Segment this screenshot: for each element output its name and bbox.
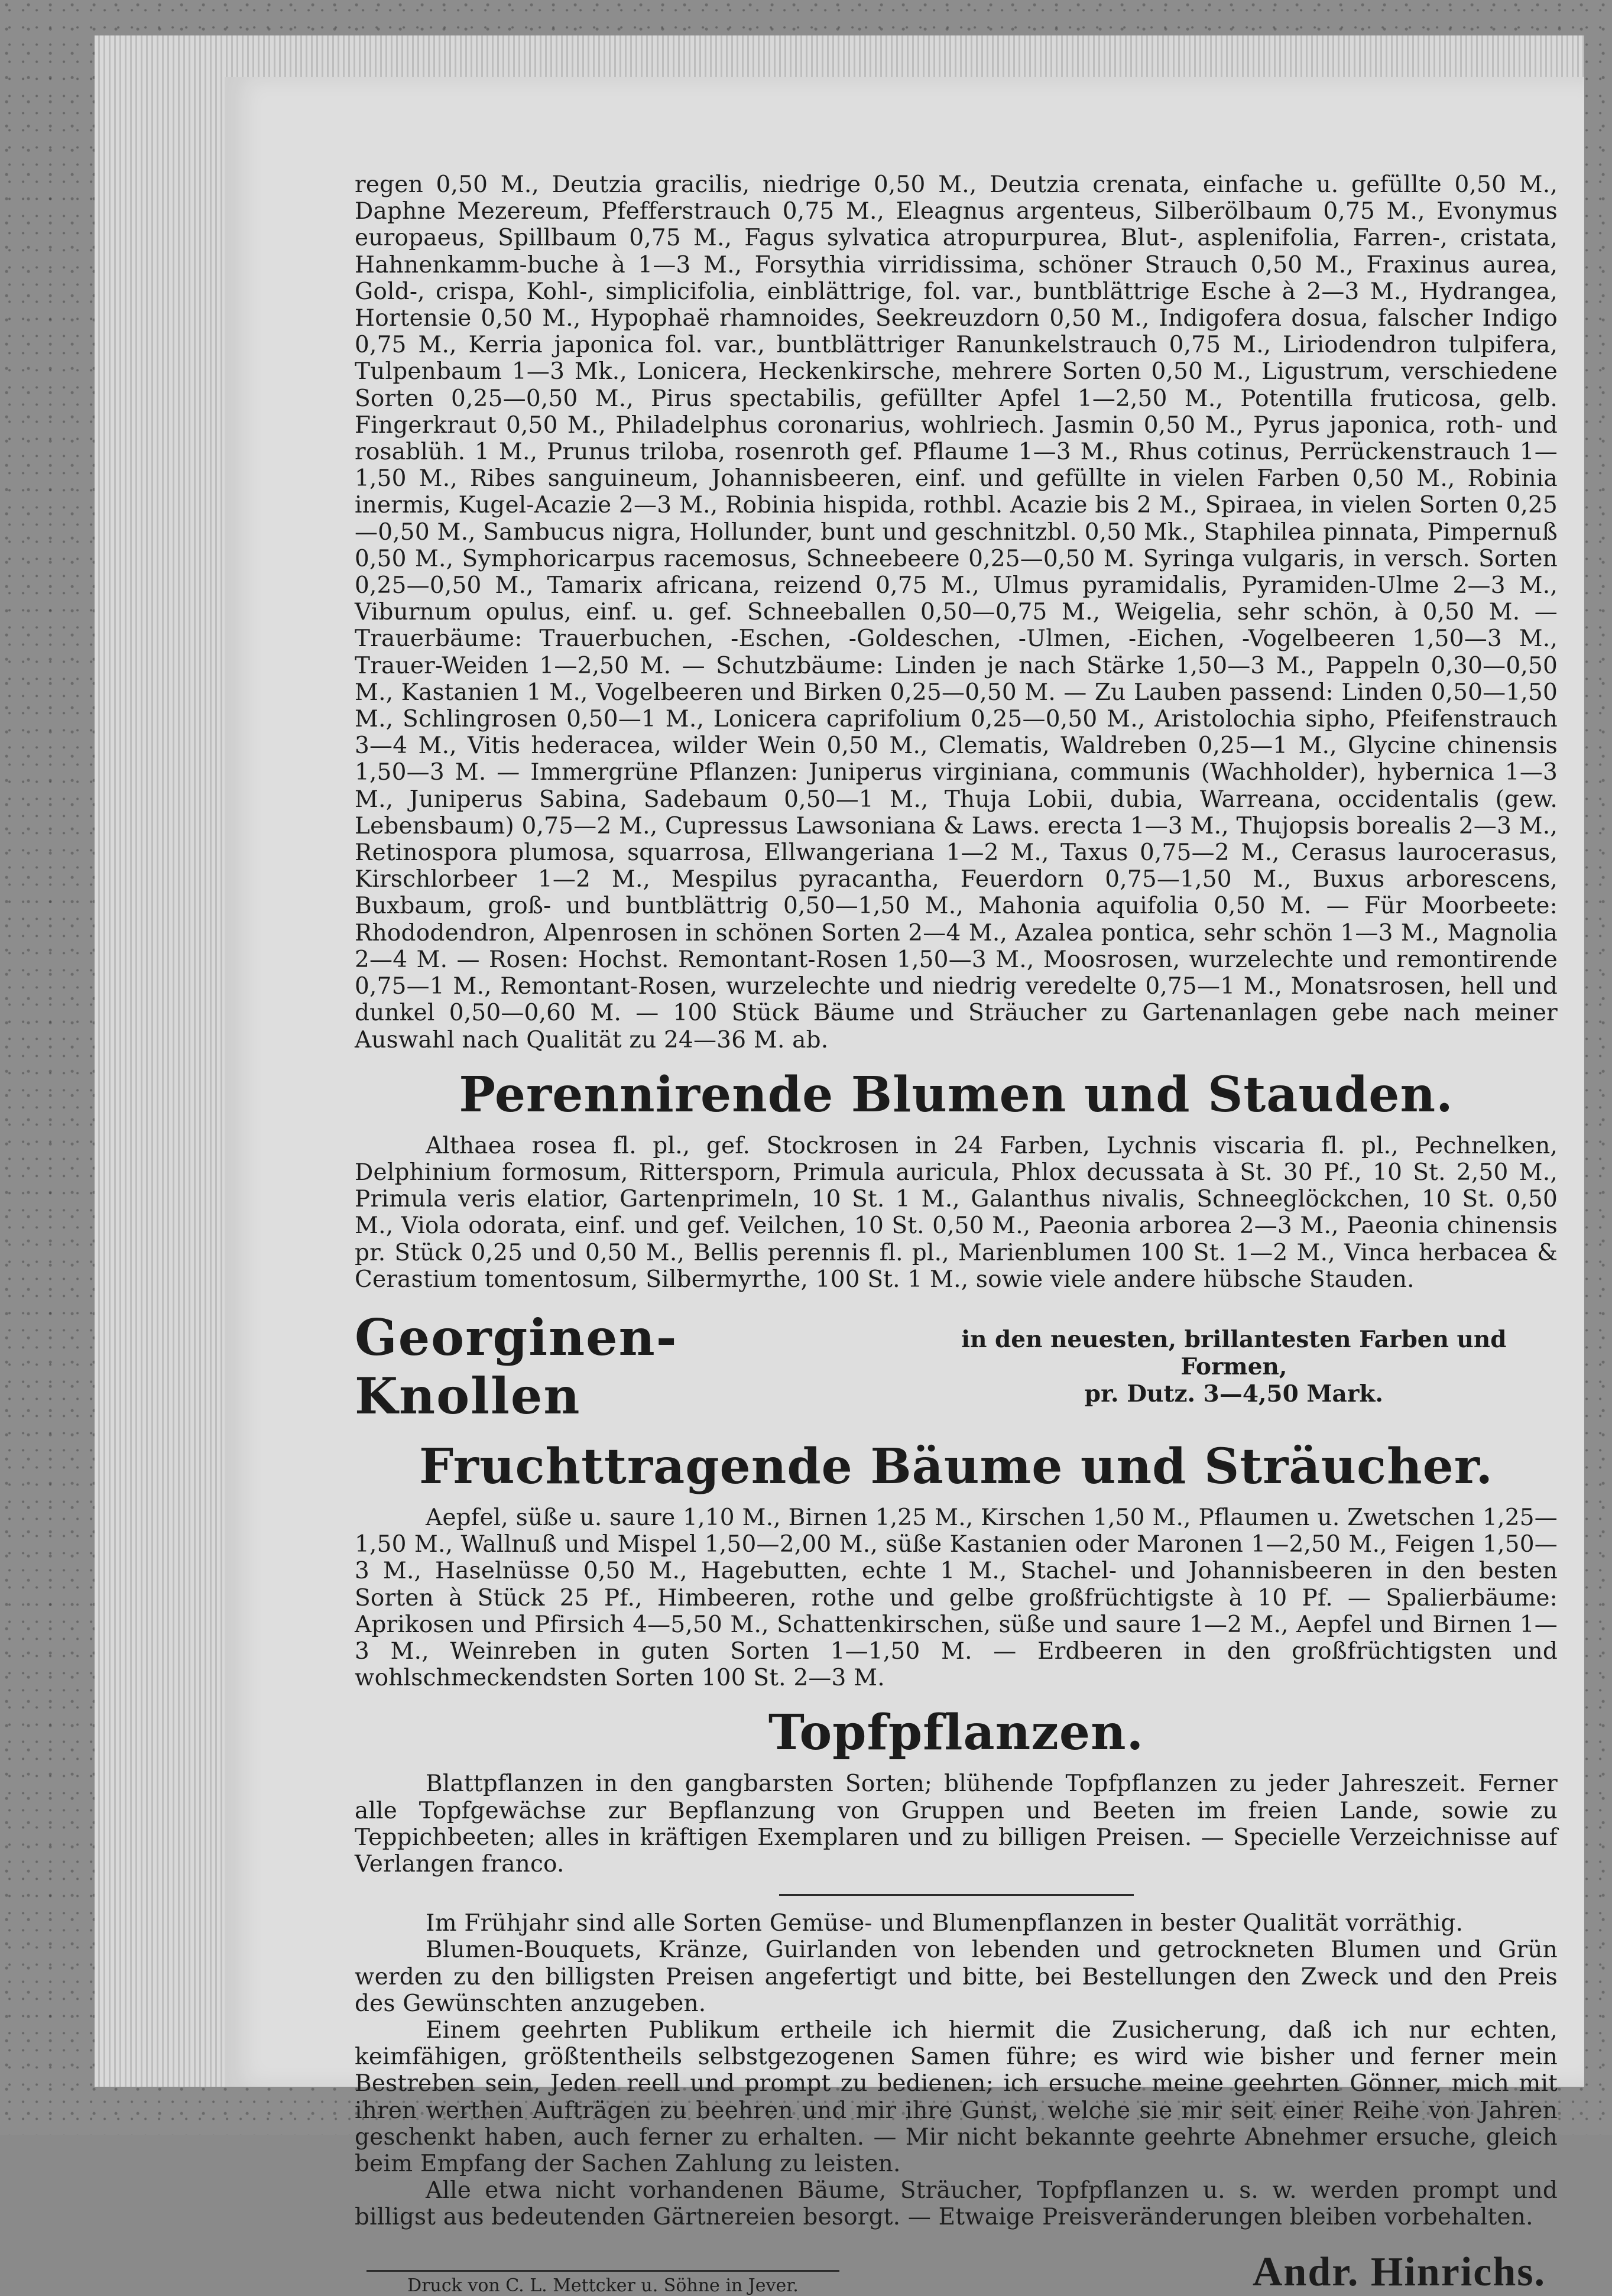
- fruit-trees-paragraph: Aepfel, süße u. saure 1,10 M., Birnen 1,25 M., Kirschen 1,50 M., Pflaumen u. Zwetschen 1,25—1,50 M., Wallnuß und Mispel 1,50—2,00 M., süße Kastanien oder Maronen 1—2,50 M., Feigen 1,50—3 M., Haselnüsse 0,50 M., Hagebutten, echte 1 M., Stachel- und Johannisbeeren in den besten Sorten à Stück 25 Pf., Himbeeren, rothe und gelbe großfrüchtigste à 10 Pf. — Spalierbäume: Aprikosen und Pfirsich 4—5,50 M., Schattenkirschen, süße und saure 1—2 M., Aepfel und Birnen 1—3 M., Weinreben in guten Sorten 1—1,50 M. — Erdbeeren in den großfrüchtigsten und wohlschmeckendsten Sorten 100 St. 2—3 M.: [355, 1504, 1558, 1692]
- georginen-subtitle-line2: pr. Dutz. 3—4,50 Mark.: [1084, 1380, 1383, 1408]
- georginen-subtitle: [910, 1326, 1558, 1408]
- georginen-title: Georginen-Knollen: [355, 1308, 678, 1425]
- printer-imprint: Druck von C. L. Mettcker u. Söhne in Jever.: [366, 2270, 839, 2296]
- trees-shrubs-paragraph: regen 0,50 M., Deutzia gracilis, niedrige 0,50 M., Deutzia crenata, einfache u. gefüllte 0,50 M., Daphne Mezereum, Pfefferstrauch 0,75 M., Eleagnus argenteus, Silberölbaum 0,75 M., Evonymus europaeus, Spillbaum 0,75 M., Fagus sylvatica atropurpurea, Blut-, asplenifolia, Farren-, cristata, Hahnenkamm-buche à 1—3 M., Forsythia virridissima, schöner Strauch 0,50 M., Fraxinus aurea, Gold-, crispa, Kohl-, simplicifolia, einblättrige, fol. var., buntblättrige Esche à 2—3 M., Hydrangea, Hortensie 0,50 M., Hypophaë rhamnoides, Seekreuzdorn 0,50 M., Indigofera dosua, falscher Indigo 0,75 M., Kerria japonica fol. var., buntblättriger Ranunkelstrauch 0,75 M., Liriodendron tulpifera, Tulpenbaum 1—3 Mk., Lonicera, Heckenkirsche, mehrere Sorten 0,50 M., Ligustrum, verschiedene Sorten 0,25—0,50 M., Pirus spectabilis, gefüllter Apfel 1—2,50 M., Potentilla fruticosa, gelb. Fingerkraut 0,50 M., Philadelphus coronarius, wohlriech. Jasmin 0,50 M., Pyrus japonica, roth- und rosablüh. 1 M., Prunus triloba, rosenroth gef. Pflaume 1—3 M., Rhus cotinus, Perrückenstrauch 1—1,50 M., Ribes sanguineum, Johannisbeeren, einf. und gefüllte in vielen Farben 0,50 M., Robinia inermis, Kugel-Acazie 2—3 M., Robinia hispida, rothbl. Acazie bis 2 M., Spiraea, in vielen Sorten 0,25—0,50 M., Sambucus nigra, Hollunder, bunt und geschnitzbl. 0,50 Mk., Staphilea pinnata, Pimpernuß 0,50 M., Symphoricarpus racemosus, Schneebeere 0,25—0,50 M. Syringa vulgaris, in versch. Sorten 0,25—0,50 M., Tamarix africana, reizend 0,75 M., Ulmus pyramidalis, Pyramiden-Ulme 2—3 M., Viburnum opulus, einf. u. gef. Schneeballen 0,50—0,75 M., Weigelia, sehr schön, à 0,50 M. — Trauerbäume: Trauerbuchen, -Eschen, -Goldeschen, -Ulmen, -Eichen, -Vogelbeeren 1,50—3 M., Trauer-Weiden 1—2,50 M. — Schutzbäume: Linden je nach Stärke 1,50—3 M., Pappeln 0,30—0,50 M., Kastanien 1 M., Vogelbeeren und Birken 0,25—0,50 M. — Zu Lauben passend: Linden 0,50—1,50 M., Schlingrosen 0,50—1 M., Lonicera caprifolium 0,25—0,50 M., Aristolochia sipho, Pfeifenstrauch 3—4 M., Vitis hederacea, wilder Wein 0,50 M., Clematis, Waldreben 0,25—1 M., Glycine chinensis 1,50—3 M. — Immergrüne Pflanzen: Juniperus virginiana, communis (Wachholder), hybernica 1—3 M., Juniperus Sabina, Sadebaum 0,50—1 M., Thuja Lobii, dubia, Warreana, occidentalis (gew. Lebensbaum) 0,75—2 M., Cupressus Lawsoniana & Laws. erecta 1—3 M., Thujopsis borealis 2—3 M., Retinospora plumosa, squarrosa, Ellwangeriana 1—2 M., Taxus 0,75—2 M., Cerasus laurocerasus, Kirschlorbeer 1—2 M., Mespilus pyracantha, Feuerdorn 0,75—1,50 M., Buxus arborescens, Buxbaum, groß- und buntblättrig 0,50—1,50 M., Mahonia aquifolia 0,50 M. — Für Moorbeete: Rhododendron, Alpenrosen in schönen Sorten 2—4 M., Azalea pontica, sehr schön 1—3 M., Magnolia 2—4 M. — Rosen: Hochst. Remontant-Rosen 1,50—3 M., Moosrosen, wurzelechte und remontirende 0,75—1 M., Remontant-Rosen, wurzelechte und niedrig veredelte 0,75—1 M., Monatsrosen, hell und dunkel 0,50—0,60 M. — 100 Stück Bäume und Sträucher zu Gartenanlagen gebe nach meiner Auswahl nach Qualität zu 24—36 M. ab.: [355, 171, 1558, 1053]
- georginen-banner: [355, 1308, 1558, 1425]
- spring-notice: Im Frühjahr sind alle Sorten Gemüse- und Blumenpflanzen in bester Qualität vorräthig.: [426, 1910, 1464, 1937]
- section-divider: [779, 1894, 1134, 1896]
- perennials-heading: Perennirende Blumen und Stauden.: [459, 1066, 1454, 1123]
- document-page: [225, 77, 1584, 2296]
- signature: Andr. Hinrichs.: [1252, 2249, 1546, 2295]
- procurement-notice: Alle etwa nicht vorhandenen Bäume, Sträucher, Topfpflanzen u. s. w. werden prompt und billigst aus bedeutenden Gärtnereien besorgt. — Etwaige Preisveränderungen bleiben vorbehalten.: [355, 2177, 1558, 2231]
- potted-plants-heading: Topfpflanzen.: [768, 1704, 1144, 1762]
- page-footer: [355, 2249, 1558, 2296]
- potted-plants-paragraph: Blattpflanzen in den gangbarsten Sorten; blühende Topfpflanzen zu jeder Jahreszeit. Ferner alle Topfgewächse zur Bepflanzung von Gruppen und Beeten im freien Lande, sowie zu Teppichbeeten; alles in kräftigen Exemplaren und zu billigen Preisen. — Specielle Verzeichnisse auf Verlangen franco.: [355, 1770, 1558, 1877]
- fruit-trees-heading: Fruchttragende Bäume und Sträucher.: [419, 1438, 1494, 1495]
- bouquets-notice: Blumen-Bouquets, Kränze, Guirlanden von lebenden und getrockneten Blumen und Grün werden zu den billigsten Preisen angefertigt und bitte, bei Bestellungen den Zweck und den Preis des Gewünschten anzugeben.: [355, 1937, 1558, 2017]
- page-content: [355, 171, 1558, 2296]
- georginen-subtitle-line1: in den neuesten, brillantesten Farben und Formen,: [961, 1325, 1507, 1380]
- seed-assurance-notice: Einem geehrten Publikum ertheile ich hiermit die Zusicherung, daß ich nur echten, keimfähigen, größtentheils selbstgezogenen Samen führe; es wird wie bisher und ferner mein Bestreben sein, Jeden reell und prompt zu bedienen; ich ersuche meine geehrten Gönner, mich mit ihren werthen Aufträgen zu beehren und mir ihre Gunst, welche sie mir seit einer Reihe von Jahren geschenkt haben, auch ferner zu erhalten. — Mir nicht bekannte geehrte Abnehmer ersuche, gleich beim Empfang der Sachen Zahlung zu leisten.: [355, 2016, 1558, 2177]
- perennials-paragraph: Althaea rosea fl. pl., gef. Stockrosen in 24 Farben, Lychnis viscaria fl. pl., Pechnelken, Delphinium formosum, Rittersporn, Primula auricula, Phlox decussata à St. 30 Pf., 10 St. 2,50 M., Primula veris elatior, Gartenprimeln, 10 St. 1 M., Galanthus nivalis, Schneeglöckchen, 10 St. 0,50 M., Viola odorata, einf. und gef. Veilchen, 10 St. 0,50 M., Paeonia arborea 2—3 M., Paeonia chinensis pr. Stück 0,25 und 0,50 M., Bellis perennis fl. pl., Marienblumen 100 St. 1—2 M., Vinca herbacea & Cerastium tomentosum, Silbermyrthe, 100 St. 1 M., sowie viele andere hübsche Stauden.: [355, 1132, 1558, 1293]
